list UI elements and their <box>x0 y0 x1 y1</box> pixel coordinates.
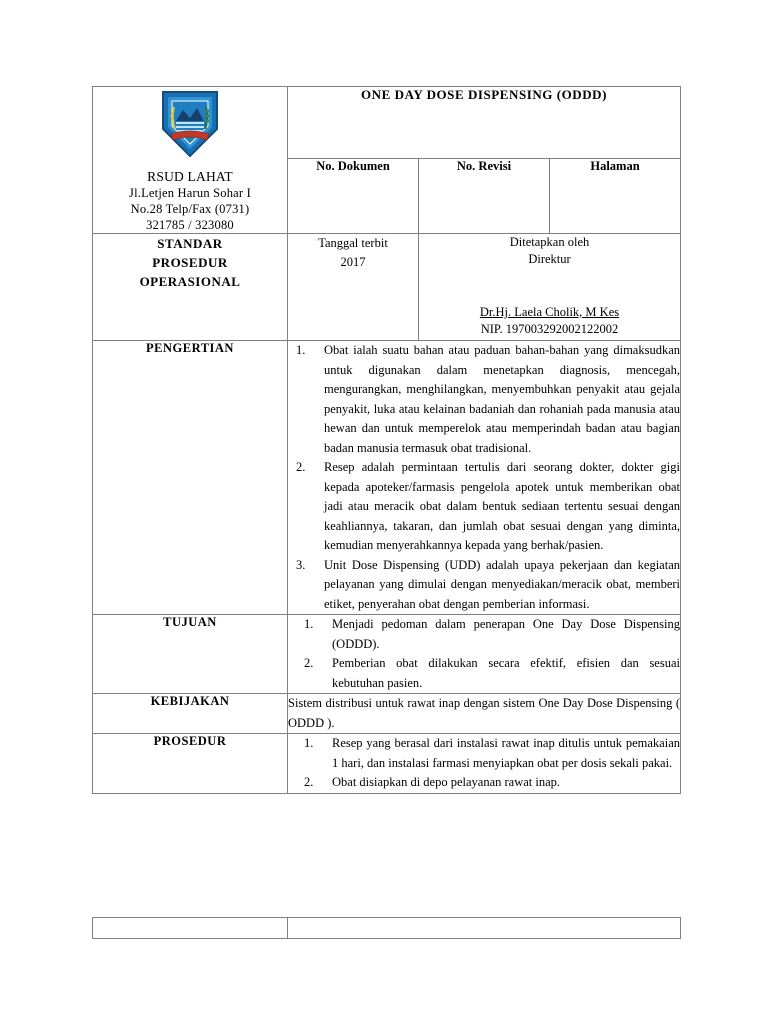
list-item <box>288 654 680 693</box>
rsud-lahat-shield-logo-icon <box>93 89 287 159</box>
section-body-kebijakan: Sistem distribusi untuk rawat inap dengan sistem One Day Dose Dispensing ( ODDD ). <box>288 694 681 734</box>
section-body-prosedur <box>288 734 681 794</box>
section-label-prosedur: PROSEDUR <box>93 734 288 794</box>
organization-address-line-1: Jl.Letjen Harun Sohar I <box>129 186 251 200</box>
table-row <box>93 918 681 939</box>
table-row-prosedur <box>93 734 681 794</box>
list-item-text: Obat ialah suatu bahan atau paduan bahan-bahan yang dimaksudkan untuk digunakan dalam menetapkan diagnosis, mencegah, mengurangkan, menghilangkan, menyembuhkan penyakit atau gejala penyakit, luka atau kelainan badaniah dan rohaniah pada manusia atau hewan dan untuk memperelok atau memperindah badan atau bagian badan manusia termasuk obat tradisional. <box>324 343 680 455</box>
table-row-title <box>93 87 681 159</box>
organization-text-block <box>93 169 287 233</box>
table-row-tujuan <box>93 615 681 694</box>
list-item-number: 1. <box>304 617 314 631</box>
list-item <box>288 341 680 458</box>
list-item-text: Unit Dose Dispensing (UDD) adalah upaya pekerjaan dan kegiatan pelayanan yang dimulai dengan menyediakan/meracik obat, memberi etiket, penyerahan obat dengan pemberian informasi. <box>324 557 680 611</box>
prosedur-item-list <box>288 734 680 793</box>
section-label-pengertian: PENGERTIAN <box>93 341 288 615</box>
tanggal-terbit-value: 2017 <box>340 255 366 269</box>
list-item-text: Pemberian obat dilakukan secara efektif, efisien dan sesuai kebutuhan pasien. <box>332 656 680 690</box>
list-item-text: Resep adalah permintaan tertulis dari seorang dokter, dokter gigi kepada apoteker/farmasis pengelola apotek untuk memberikan obat jadi atau meracik obat dalam bentuk sediaan tertentu sesuai dengan keahliannya, takaran, dan jumlah obat sesuai dengan yang diminta, kemudian menyerahkannya kepada yang berhak/pasien. <box>324 460 680 552</box>
spo-label-line-2: PROSEDUR <box>152 255 228 270</box>
tujuan-item-list <box>288 615 680 693</box>
spo-label-line-3: OPERASIONAL <box>139 274 241 289</box>
table-row-kebijakan <box>93 694 681 734</box>
list-item-number: 3. <box>296 557 306 572</box>
signer-nip: NIP. 197003292002122002 <box>480 322 619 336</box>
list-item <box>288 773 680 793</box>
spo-label-line-1: STANDAR <box>157 236 223 251</box>
bottom-table-cell-right <box>288 918 681 939</box>
list-item-text: Menjadi pedoman dalam penerapan One Day Dose Dispensing (ODDD). <box>332 617 680 651</box>
column-header-no-revisi: No. Revisi <box>419 159 550 234</box>
signature-block <box>419 304 680 338</box>
organization-address-line-3: 321785 / 323080 <box>146 218 234 232</box>
section-body-tujuan <box>288 615 681 694</box>
organization-address-line-2: No.28 Telp/Fax (0731) <box>130 202 250 216</box>
approval-cell <box>419 234 681 341</box>
table-row-spo <box>93 234 681 341</box>
list-item <box>288 458 680 556</box>
document-title: ONE DAY DOSE DISPENSING (ODDD) <box>288 87 681 159</box>
approval-line-1: Ditetapkan oleh <box>509 235 590 249</box>
spo-header-table <box>92 86 681 794</box>
column-header-no-dokumen: No. Dokumen <box>288 159 419 234</box>
list-item-number: 2. <box>296 460 306 474</box>
approval-heading <box>419 234 680 268</box>
section-body-pengertian <box>288 341 681 615</box>
list-item-number: 2. <box>304 775 314 789</box>
list-item-text: Obat disiapkan di depo pelayanan rawat inap. <box>332 775 561 789</box>
organization-identity-cell <box>93 87 288 234</box>
list-item <box>288 556 680 615</box>
list-item-number: 1. <box>296 343 306 357</box>
tanggal-terbit-label: Tanggal terbit <box>318 236 388 250</box>
pengertian-item-list <box>288 341 680 614</box>
organization-name: RSUD LAHAT <box>147 169 233 184</box>
spo-label-cell <box>93 234 288 341</box>
list-item <box>288 615 680 654</box>
column-header-halaman: Halaman <box>550 159 681 234</box>
bottom-table-cell-left <box>93 918 288 939</box>
bottom-empty-table <box>92 917 681 939</box>
list-item <box>288 734 680 773</box>
list-item-number: 2. <box>304 656 314 670</box>
section-label-tujuan: TUJUAN <box>93 615 288 694</box>
approval-line-2: Direktur <box>528 252 571 266</box>
list-item-number: 1. <box>304 736 314 750</box>
section-label-kebijakan: KEBIJAKAN <box>93 694 288 734</box>
tanggal-terbit-cell <box>288 234 419 341</box>
list-item-text: Resep yang berasal dari instalasi rawat inap ditulis untuk pemakaian 1 hari, dan instalasi farmasi menyiapkan obat per dosis sekali pakai. <box>332 736 680 770</box>
signer-name: Dr.Hj. Laela Cholik, M Kes <box>479 305 620 319</box>
table-row-pengertian <box>93 341 681 615</box>
